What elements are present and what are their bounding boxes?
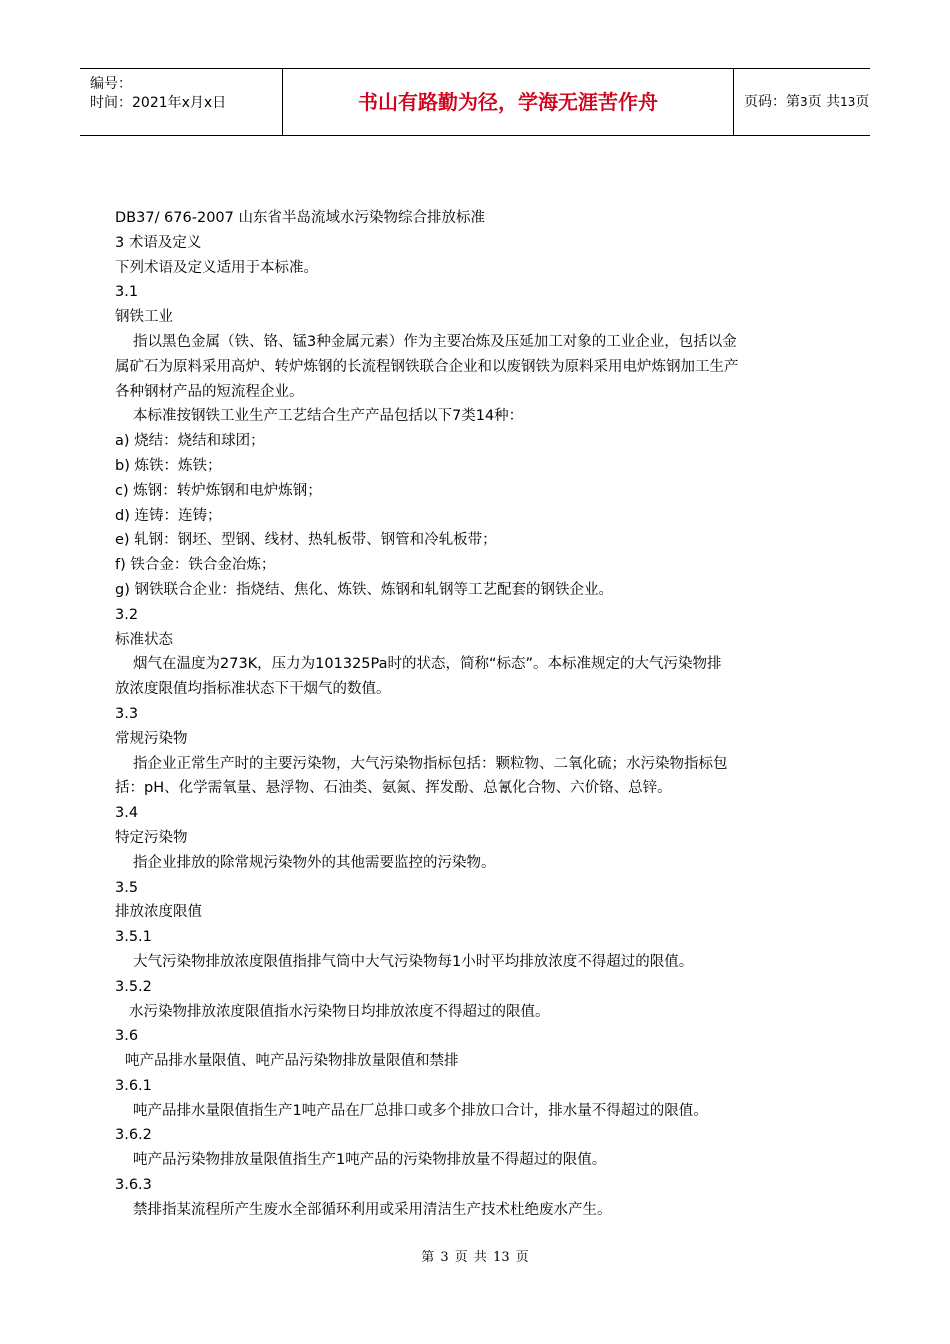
clause-number: 3.6.1	[115, 1077, 152, 1094]
page-header	[80, 68, 870, 136]
document-body	[115, 206, 840, 1223]
term-heading: 常规污染物	[115, 730, 188, 747]
section-heading: 3 术语及定义	[115, 234, 202, 251]
clause-number: 3.3	[115, 705, 139, 722]
clause-number: 3.5.2	[115, 978, 152, 995]
header-motto: 书山有路勤为径，学海无涯苦作舟	[282, 69, 734, 135]
text-line: 指企业排放的除常规污染物外的其他需要监控的污染物。	[133, 854, 496, 871]
doc-time-label: 时间：2021年x月x日	[90, 95, 227, 111]
text-line: 放浓度限值均指标准状态下干烟气的数值。	[115, 681, 391, 698]
term-heading: 吨产品排水量限值、吨产品污染物排放量限值和禁排	[125, 1053, 459, 1070]
term-heading: 标准状态	[115, 631, 173, 648]
text-line: 下列术语及定义适用于本标准。	[115, 259, 318, 276]
page-label: 页码：第	[744, 94, 800, 110]
text-line: 属矿石为原料采用高炉、转炉炼钢的长流程钢铁联合企业和以废钢铁为原料采用电炉炼钢加工生产	[115, 358, 739, 375]
text-line: 烟气在温度为273K，压力为101325Pa时的状态，简称“标态”。本标准规定的大气污染物排	[133, 656, 722, 673]
header-meta	[80, 69, 282, 135]
text-line: 大气污染物排放浓度限值指排气筒中大气污染物每1小时平均排放浓度不得超过的限值。	[133, 953, 694, 970]
page-end-label: 页	[855, 94, 870, 110]
text-line: 指企业正常生产时的主要污染物，大气污染物指标包括：颗粒物、二氧化硫；水污染物指标包	[133, 755, 728, 772]
text-line: 禁排指某流程所产生废水全部循环利用或采用清洁生产技术杜绝废水产生。	[133, 1201, 612, 1218]
clause-number: 3.6.3	[115, 1177, 152, 1194]
text-line: 吨产品排水量限值指生产1吨产品在厂总排口或多个排放口合计，排水量不得超过的限值。	[133, 1102, 708, 1119]
list-item: d) 连铸：连铸；	[115, 507, 222, 524]
list-item: a) 烧结：烧结和球团；	[115, 433, 265, 450]
clause-number: 3.4	[115, 805, 139, 822]
clause-number: 3.6.2	[115, 1127, 152, 1144]
list-item: f) 铁合金：铁合金冶炼；	[115, 557, 276, 574]
total-pages: 13	[840, 95, 856, 109]
page-mid-label: 页 共	[807, 94, 841, 110]
term-heading: 特定污染物	[115, 829, 188, 846]
term-heading: 钢铁工业	[115, 309, 173, 326]
text-line: 本标准按钢铁工业生产工艺结合生产产品包括以下7类14种：	[133, 408, 524, 425]
doc-number-label: 编号：	[90, 76, 132, 92]
clause-number: 3.5.1	[115, 929, 152, 946]
list-item: e) 轧钢：钢坯、型钢、线材、热轧板带、钢管和冷轧板带；	[115, 532, 497, 549]
list-item: b) 炼铁：炼铁；	[115, 457, 222, 474]
clause-number: 3.6	[115, 1028, 139, 1045]
header-page-info	[734, 69, 870, 135]
term-heading: 排放浓度限值	[115, 904, 202, 921]
text-line: 水污染物排放浓度限值指水污染物日均排放浓度不得超过的限值。	[129, 1003, 550, 1020]
clause-number: 3.2	[115, 606, 139, 623]
standard-title: DB37/ 676-2007 山东省半岛流域水污染物综合排放标准	[115, 210, 485, 226]
clause-number: 3.1	[115, 284, 139, 301]
page-footer: 第 3 页 共 13 页	[421, 1250, 529, 1265]
clause-number: 3.5	[115, 879, 139, 896]
text-line: 吨产品污染物排放量限值指生产1吨产品的污染物排放量不得超过的限值。	[133, 1152, 607, 1169]
page-number: 3	[800, 95, 808, 109]
text-line: 括：pH、化学需氧量、悬浮物、石油类、氨氮、挥发酚、总氰化合物、六价铬、总锌。	[115, 780, 672, 797]
list-item: c) 炼钢：转炉炼钢和电炉炼钢；	[115, 482, 322, 499]
text-line: 各种钢材产品的短流程企业。	[115, 383, 304, 400]
list-item: g) 钢铁联合企业：指烧结、焦化、炼铁、炼钢和轧钢等工艺配套的钢铁企业。	[115, 581, 613, 598]
text-line: 指以黑色金属（铁、铬、锰3种金属元素）作为主要冶炼及压延加工对象的工业企业，包括以金	[133, 333, 737, 350]
